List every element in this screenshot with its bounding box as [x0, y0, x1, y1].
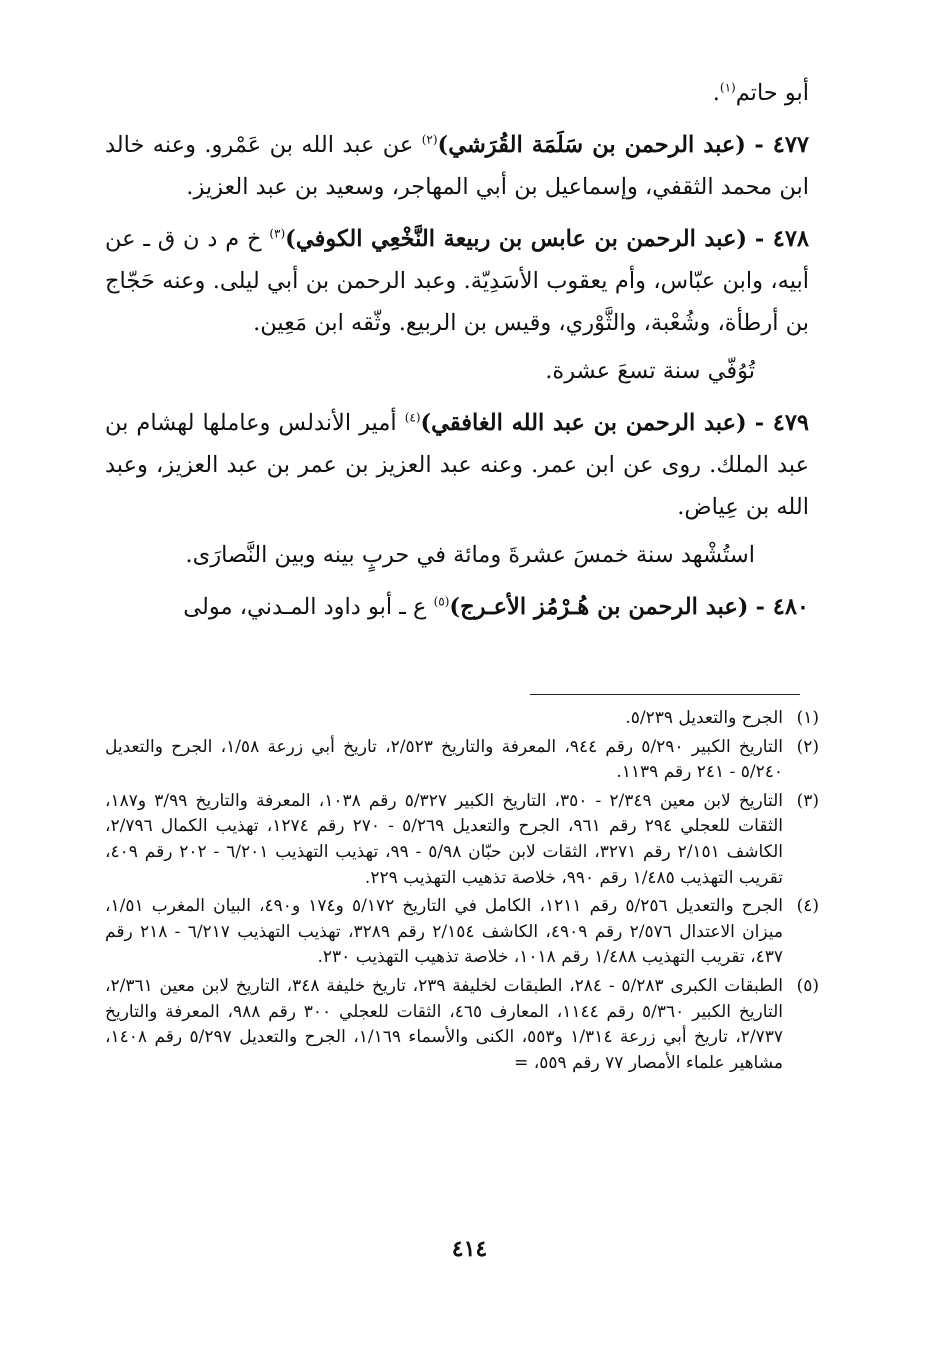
entry-number: ٤٧٧ -: [754, 132, 810, 158]
footnote: [105, 789, 819, 891]
entry-480: [105, 586, 809, 628]
footnote: [105, 974, 819, 1076]
footnote-ref: (٤): [404, 410, 421, 425]
footnote-divider: [530, 694, 800, 695]
main-text: [105, 72, 809, 634]
footnote-ref: (٢): [421, 132, 438, 147]
entry-name: (عبد الرحمن بن هُـرْمُز الأعـرج): [449, 594, 749, 620]
footnote: [105, 706, 819, 732]
continuation-end: .: [712, 80, 720, 106]
footnote-ref: (٣): [269, 226, 286, 241]
footnote-number: (١): [796, 708, 819, 728]
entry-479: [105, 402, 809, 528]
footnote: [105, 894, 819, 971]
entry-479-death: استُشْهد سنة خمسَ عشرةَ ومائة في حربٍ بينه وبين النَّصارَى.: [185, 542, 755, 568]
entry-478-death: تُوُفّي سنة تسعَ عشرة.: [545, 358, 755, 384]
entry-number: ٤٨٠ -: [755, 594, 809, 620]
footnote-text: الجرح والتعديل ٥/٢٥٦ رقم ١٢١١، الكامل في التاريخ ٥/١٧٢ و١٧٤ و٤٩٠، البيان المغرب ١/٥١، ميزان الاعتدال ٢/٥٧٦ رقم ٤٩٠٩، الكاشف ٢/١٥٤ رقم ٣٢٨٩، تهذيب التهذيب ٦/٢١٧ - ٢١٨ رقم ٤٣٧، تقريب التهذيب ١/٤٨٨ رقم ١٠١٨، خلاصة تذهيب التهذيب ٢٣٠.: [105, 896, 783, 968]
footnote-number: (٣): [796, 790, 819, 811]
entry-name: (عبد الرحمن بن سَلَمَة القُرَشي): [437, 132, 746, 158]
entry-name: (عبد الرحمن بن عابس بن ربيعة النَّخْعِي الكوفي): [285, 226, 748, 252]
footnote-ref: (١): [719, 80, 736, 95]
footnote-text: التاريخ لابن معين ٢/٣٤٩ - ٣٥٠، التاريخ الكبير ٥/٣٢٧ رقم ١٠٣٨، المعرفة والتاريخ ٣/٩٩ و١٨٧، الثقات للعجلي ٢٩٤ رقم ٩٦١، الجرح والتعديل ٥/٢٦٩ - ٢٧٠ رقم ١٢٧٤، تهذيب الكمال ٢/٧٩٦، الكاشف ٢/١٥١ رقم ٣٢٧١، الثقات لابن حبّان ٥/٩٨ - ٩٩، تهذيب التهذيب ٦/٢٠١ - ٢٠٢ رقم ٤٠٩، تقريب التهذيب ١/٤٨٥ رقم ٩٩٠، خلاصة تذهيب التهذيب ٢٢٩.: [105, 790, 783, 888]
entry-text: خ م د ن ق ـ عن أبيه، وابن عبّاس، وأم يعقوب الأسَدِيّة. وعبد الرحمن بن أبي ليلى. وعنه حَجّاج بن أرطأة، وشُعْبة، والثَّوْري، وقيس بن الربيع. وثّقه ابن مَعِين.: [105, 226, 809, 336]
footnote-number: (٢): [796, 736, 819, 757]
footnote-ref: (٥): [433, 594, 450, 609]
page-number: ٤١٤: [451, 1236, 488, 1262]
entry-text: عن عبد الله بن عَمْرو. وعنه خالد ابن محمد الثقفي، وإسماعيل بن أبي المهاجر، وسعيد بن عبد العزيز.: [105, 132, 809, 200]
entry-477: [105, 124, 809, 208]
footnote: [105, 735, 819, 786]
entry-number: ٤٧٨ -: [754, 226, 810, 252]
continuation-line: [105, 72, 809, 114]
footnote-number: (٥): [796, 975, 819, 996]
footnote-text: الجرح والتعديل ٥/٢٣٩.: [625, 708, 783, 728]
continuation-text: أبو حاتم: [735, 80, 809, 106]
entry-text: أمير الأندلس وعاملها لهشام بن عبد الملك. روى عن ابن عمر. وعنه عبد العزيز بن عمر بن عبد العزيز، وعبد الله بن عِياض.: [105, 410, 809, 520]
footnote-number: (٤): [796, 896, 819, 917]
footnote-text: التاريخ الكبير ٥/٢٩٠ رقم ٩٤٤، المعرفة والتاريخ ٢/٥٢٣، تاريخ أبي زرعة ١/٥٨، الجرح والتعديل ٥/٢٤٠ - ٢٤١ رقم ١١٣٩.: [105, 736, 783, 783]
footnote-text: الطبقات الكبرى ٥/٢٨٣ - ٢٨٤، الطبقات لخليفة ٢٣٩، تاريخ خليفة ٣٤٨، التاريخ لابن معين ٢/٣٦١، التاريخ الكبير ٥/٣٦٠ رقم ١١٤٤، المعارف ٤٦٥، الثقات للعجلي ٣٠٠ رقم ٩٨٨، المعرفة والتاريخ ٢/٧٣٧، تاريخ أبي زرعة ١/٣١٤ و٥٥٣، الكنى والأسماء ١/١٦٩، الجرح والتعديل ٥/٢٩٧ رقم ١٤٠٨، مشاهير علماء الأمصار ٧٧ رقم ٥٥٩، =: [105, 975, 783, 1073]
entry-name: (عبد الرحمن بن عبد الله الغافقي): [420, 410, 747, 436]
entry-478: [105, 218, 809, 344]
entry-text: ع ـ أبو داود المـدني، مولى: [183, 594, 427, 620]
footnotes: [105, 706, 819, 1079]
entry-number: ٤٧٩ -: [754, 410, 810, 436]
